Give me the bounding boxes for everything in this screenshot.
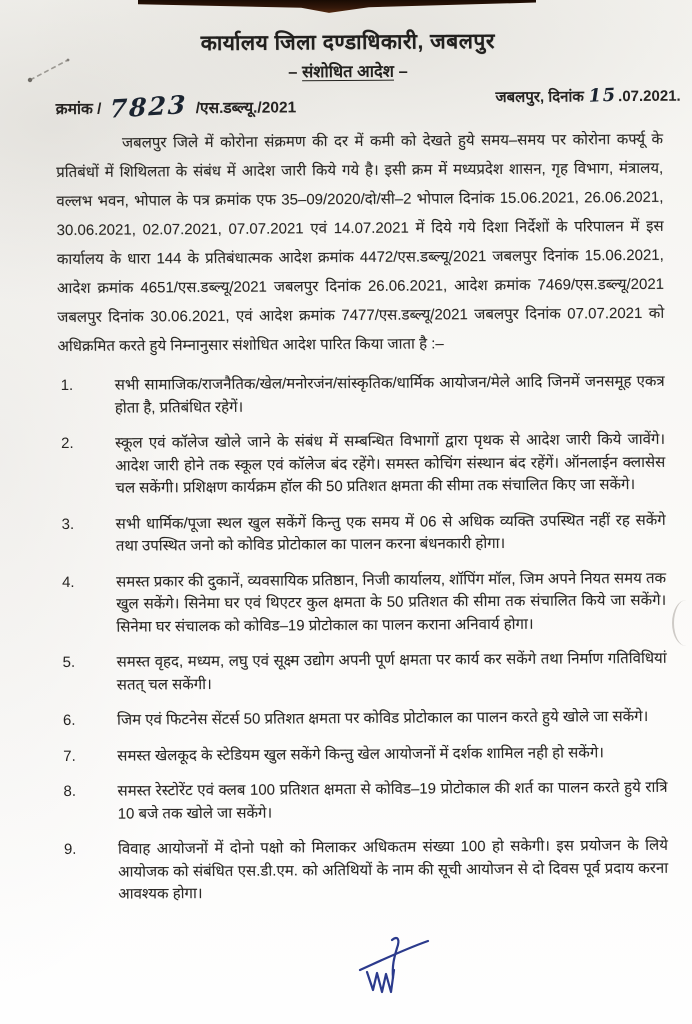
item-number: 5. [62, 653, 76, 671]
order-subtitle [33, 57, 662, 84]
item-number: 9. [63, 840, 77, 858]
signature-scribble-icon [350, 932, 440, 1008]
item-number: 8. [63, 782, 77, 800]
place-date-line [495, 85, 680, 107]
item-text: समस्त रेस्टोरेंट एवं क्लब 100 प्रतिशत क्षमता से कोविड–19 प्रोटोकाल की शर्त का पालन करते हुये रात्रि 10 बजे तक खोले जा सकेंगे। [117, 778, 668, 823]
item-number: 4. [61, 573, 75, 591]
order-item-4 [59, 567, 666, 639]
order-item-6 [60, 706, 667, 733]
item-text: समस्त खेलकूद के स्टेडियम खुल सकेंगे किन्तु खेल आयोजनों में दर्शक शामिल नही हो सकेंगे। [117, 743, 604, 765]
date-day-handwritten: 15 [588, 84, 618, 107]
date-rest: .07.2021. [618, 87, 681, 106]
item-number: 7. [63, 747, 76, 765]
place-date-label: जबलपुर, दिनांक [495, 88, 584, 106]
document-header [33, 26, 662, 84]
order-item-9 [61, 835, 668, 907]
page-title: कार्यालय जिला दण्डाधिकारी, जबलपुर [200, 29, 495, 56]
item-number: 2. [61, 434, 74, 452]
item-text: जिम एवं फिटनेस सेंटर्स 50 प्रतिशत क्षमता पर कोविड प्रोटोकाल का पालन करते हुये खोले जा सकेंगे। [116, 707, 649, 729]
order-item-5 [60, 648, 667, 697]
order-number-handwritten: 7823 [109, 90, 188, 124]
item-text: समस्त वृहद, मध्यम, लघु एवं सूक्ष्म उद्योग अपनी पूर्ण क्षमता पर कार्य कर सकेंगे तथा निर्माण गतिविधियां सतत् चल सकेंगी। [116, 649, 667, 694]
order-number-suffix: /एस.डब्ल्यू./2021 [195, 99, 297, 118]
order-item-1 [58, 371, 665, 420]
item-text: सभी धार्मिक/पूजा स्थल खुल सकेंगें किन्तु एक समय में 06 से अधिक व्यक्ति उपस्थित नहीं रह सकेंगे तथा उपस्थित जनो को कोविड प्रोटोकाल का पालन करना बंधनकारी होगा। [115, 511, 666, 555]
item-number: 6. [62, 711, 76, 729]
item-text: सभी सामाजिक/राजनैतिक/खेल/मनोरजंन/सांस्कृतिक/धार्मिक आयोजन/मेले आदि जिनमें जनसमूह एकत्र होता है, प्रतिबंधित रहेगें। [114, 372, 665, 417]
order-number-line [55, 89, 297, 124]
item-text: स्कूल एवं कॉलेज खोले जाने के संबंध में सम्बन्धित विभागों द्वारा पृथक से आदेश जारी किये जावेंगे। आदेश जारी होने तक स्कूल एवं कॉलेज बंद रहेंगे। समस्त कोचिंग संस्थान बंद रहेंगें। ऑनलाईन क्लासेस चल सकेंगी। प्रशिक्षण कार्यक्रम हॉल की 50 प्रतिशत क्षमता की सीमा तक संचालित किए जा सकेंगे। [115, 430, 666, 497]
order-item-7 [60, 741, 667, 768]
item-number: 3. [61, 515, 75, 533]
intro-paragraph: जबलपुर जिले में कोरोना संक्रमण की दर में कमी को देखते हुये समय–समय पर कोरोना कर्फ्यू के प्रतिबंधों में शिथिलता के संबंध में आदेश जारी किये गये है। इसी क्रम में मध्यप्रदेश शासन, गृह विभाग, मंत्रालय, वल्लभ भवन, भोपाल के पत्र क्रमांक एफ 35–09/2020/दो/सी–2 भोपाल दिनांक 15.06.2021, 26.06.2021, 30.06.2021, 02.07.2021, 07.07.2021 एवं 14.07.2021 में दिये गये दिशा निर्देशों के परिपालन में इस कार्यालय के धारा 144 के प्रतिबंधात्मक आदेश क्रमांक 4472/एस.डब्ल्यू/2021 जबलपुर दिनांक 15.06.2021, आदेश क्रमांक 4651/एस.डब्ल्यू/2021 जबलपुर दिनांक 26.06.2021, आदेश क्रमांक 7469/एस.डब्ल्यू/2021 जबलपुर दिनांक 30.06.2021, एवं आदेश क्रमांक 7477/एस.डब्ल्यू/2021 जबलपुर दिनांक 07.07.2021 को अधिक्रमित करते हुये निम्नानुसार संशोधित आदेश पारित किया जाता है :– [56, 130, 665, 356]
subtitle-text: संशोधित आदेश [301, 62, 395, 82]
subtitle-dash-left: – [288, 63, 298, 82]
item-text: विवाह आयोजनों में दोनो पक्षो को मिलाकर अधिकतम संख्या 100 हो सकेगी। इस प्रयोजन के लिये आयोजक को संबंधित एस.डी.एम. को अतिथियों के नाम की सूची आयोजन से दो दिवस पूर्व प्रदाय करना आवश्यक होगा। [117, 836, 669, 903]
subtitle-dash-right: – [398, 62, 408, 81]
order-items-list [58, 371, 669, 907]
order-number-label: क्रमांक / [55, 100, 102, 119]
order-item-2 [58, 429, 665, 501]
order-item-3 [59, 509, 666, 558]
reference-row [55, 84, 681, 124]
order-item-8 [60, 777, 667, 826]
item-text: समस्त प्रकार की दुकानें, व्यवसायिक प्रतिष्ठान, निजी कार्यालय, शॉपिंग मॉल, जिम अपने नियत समय तक खुल सकेंगे। सिनेमा घर एवं थिएटर कुल क्षमता के 50 प्रतिशत की सीमा तक संचालित किये जा सकेंगे। सिनेमा घर संचालक को कोविड–19 प्रोटोकाल का पालन कराना अनिवार्य होगा। [115, 569, 667, 636]
item-number: 1. [60, 376, 74, 395]
